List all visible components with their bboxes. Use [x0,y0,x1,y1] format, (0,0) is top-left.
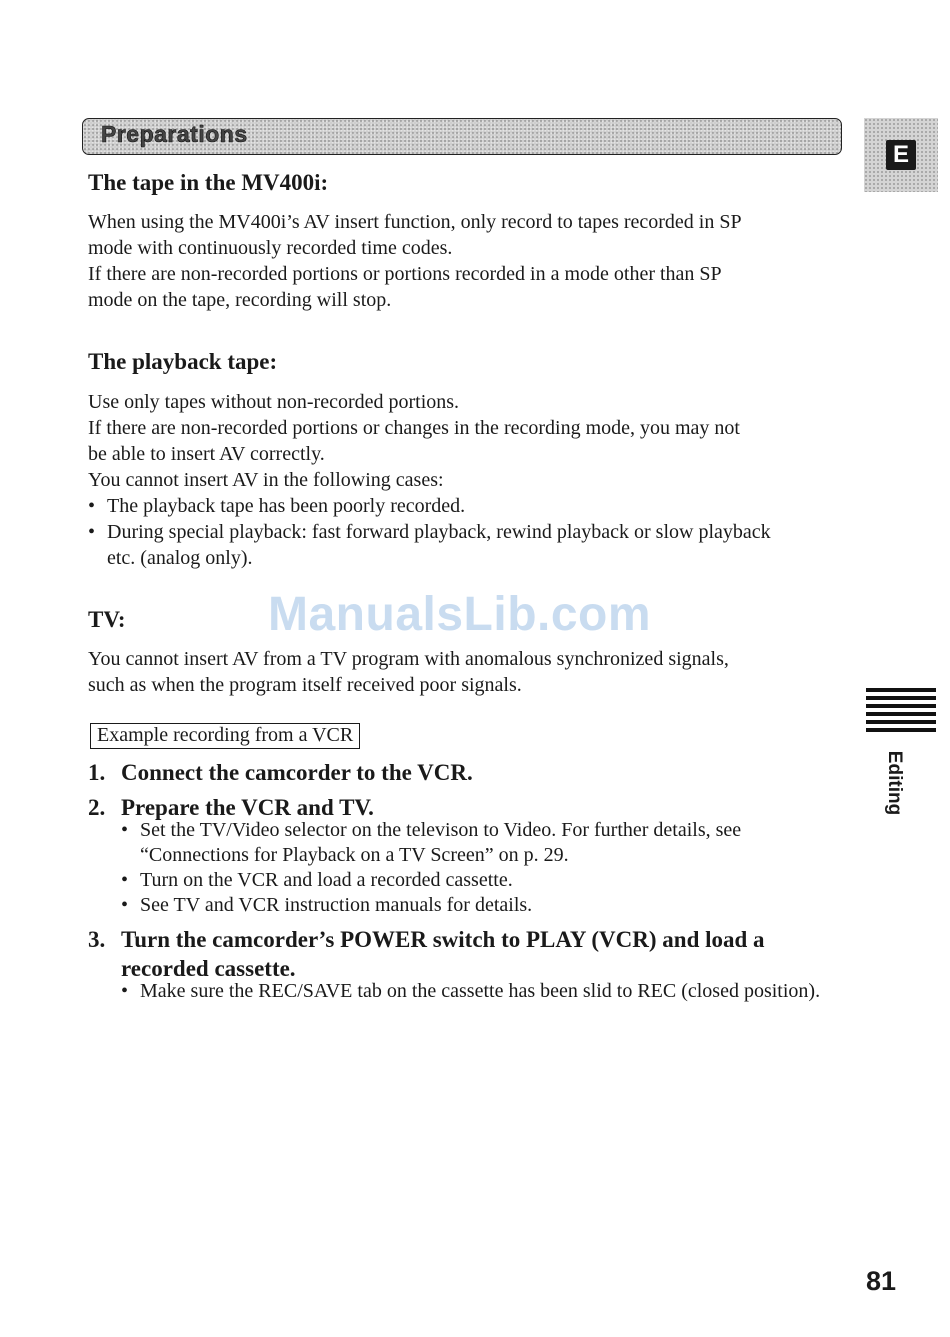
page-number: 81 [866,1266,897,1296]
section-tab [864,118,938,192]
step-title: Connect the camcorder to the VCR. [121,760,473,785]
text-line: be able to insert AV correctly. [88,443,325,465]
bullet-item: • During special playback: fast forward playback, rewind playback or slow playback etc. (analog only). [88,519,797,571]
text-line: You cannot insert AV in the following cases: [88,469,444,491]
section-tab-letter: E [886,140,916,170]
bullet-item: • Set the TV/Video selector on the televison to Video. For further details, see “Connections for Playback on a TV Screen” on p. 29. [121,818,841,868]
step-3-details [121,979,841,1004]
heading-tape-in-camcorder: The tape in the MV400i: [88,170,329,195]
paragraph-tv [88,646,848,698]
paragraph-tape-in-camcorder [88,209,848,313]
text-line: Use only tapes without non-recorded portions. [88,391,460,413]
bullet-item: • The playback tape has been poorly recorded. [88,493,848,519]
text-line: such as when the program itself received poor signals. [88,674,522,696]
text-line: You cannot insert AV from a TV program with anomalous synchronized signals, [88,648,729,670]
step-number: 2. [88,795,106,820]
text-line: When using the MV400i’s AV insert function, only record to tapes recorded in SP [88,211,742,233]
example-label-box: Example recording from a VCR [90,723,360,749]
paragraph-playback-tape [88,389,848,571]
bullet-item: • Make sure the REC/SAVE tab on the cassette has been slid to REC (closed position). [121,979,841,1004]
step-number: 3. [88,927,106,952]
banner-title: Preparations [101,121,248,147]
section-thumb-marker [866,688,936,736]
text-line: mode on the tape, recording will stop. [88,289,392,311]
text-line: mode with continuously recorded time codes. [88,237,453,259]
bullet-item: • See TV and VCR instruction manuals for details. [121,893,841,918]
preparations-banner [82,118,842,155]
watermark: ManualsLib.com [268,588,652,641]
text-line: If there are non-recorded portions or changes in the recording mode, you may not [88,417,740,439]
step-number: 1. [88,760,106,785]
side-label-editing: Editing [884,750,906,816]
text-line: If there are non-recorded portions or portions recorded in a mode other than SP [88,263,722,285]
heading-tv: TV: [88,607,126,632]
bullet-item: • Turn on the VCR and load a recorded cassette. [121,868,841,893]
step-1 [88,758,848,787]
step-title: Prepare the VCR and TV. [121,795,374,820]
step-2-details [121,818,841,918]
heading-playback-tape: The playback tape: [88,349,278,374]
step-title: Turn the camcorder’s POWER switch to PLAY (VCR) and load a recorded cassette. [121,927,765,981]
step-3 [88,925,838,983]
